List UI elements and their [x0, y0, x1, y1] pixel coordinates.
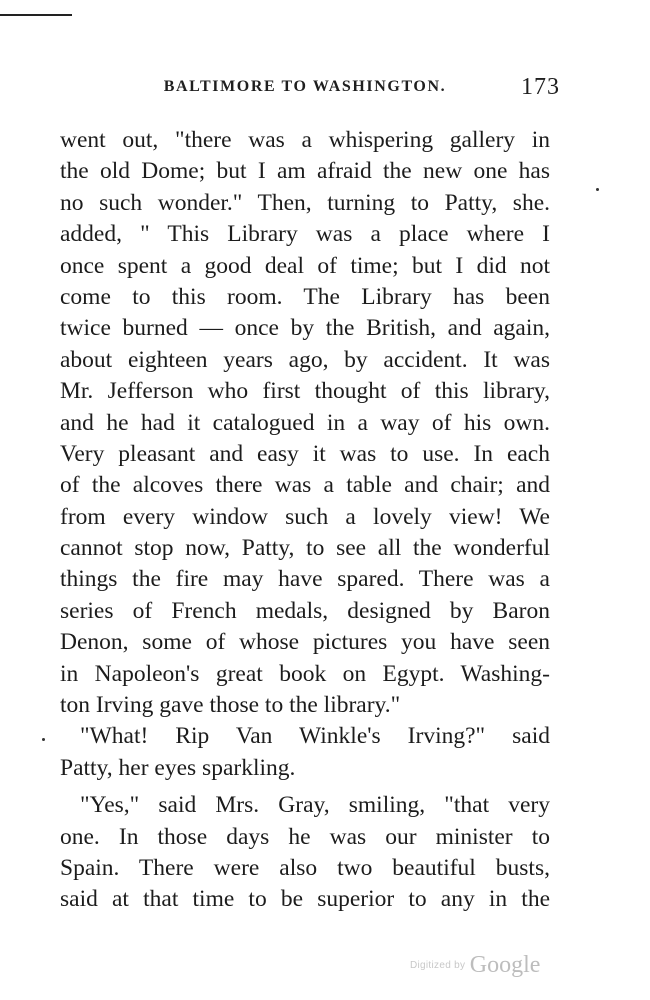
- text-line: Very pleasant and easy it was to use. In each: [60, 440, 550, 467]
- text-line: no such wonder." Then, turning to Patty, she.: [60, 189, 550, 216]
- watermark-small-text: Digitized by: [410, 960, 466, 971]
- text-line: the old Dome; but I am afraid the new one has: [60, 158, 550, 185]
- text-line: said at that time to be superior to any in the: [60, 886, 550, 913]
- digitized-watermark: [410, 952, 540, 979]
- page-number: 173: [521, 74, 560, 100]
- text-line: from every window such a lovely view! We: [60, 503, 550, 530]
- text-line: ton Irving gave those to the library.": [60, 692, 401, 719]
- text-line: "What! Rip Van Winkle's Irving?" said: [80, 723, 550, 750]
- text-line: things the fire may have spared. There was a: [60, 566, 550, 593]
- body-text: [60, 125, 550, 916]
- text-line: once spent a good deal of time; but I did not: [60, 252, 550, 279]
- text-line: added, " This Library was a place where I: [60, 221, 550, 248]
- running-head: BALTIMORE TO WASHINGTON.: [163, 78, 447, 95]
- text-line: went out, "there was a whispering gallery in: [60, 127, 550, 153]
- text-line: one. In those days he was our minister to: [60, 823, 550, 850]
- text-line: and he had it catalogued in a way of his own.: [60, 409, 550, 436]
- text-line: Spain. There were also two beautiful busts,: [60, 854, 550, 881]
- google-logo: Google: [469, 952, 541, 978]
- text-line: Denon, some of whose pictures you have seen: [60, 629, 550, 656]
- text-line: of the alcoves there was a table and chair; and: [60, 472, 550, 499]
- text-line: about eighteen years ago, by accident. It was: [60, 346, 550, 373]
- text-line: series of French medals, designed by Baron: [60, 597, 550, 624]
- ink-speck: [596, 188, 599, 191]
- text-line: twice burned — once by the British, and again,: [60, 315, 550, 342]
- text-line: cannot stop now, Patty, to see all the wonderful: [60, 535, 550, 562]
- ink-speck: [42, 738, 45, 741]
- text-line: come to this room. The Library has been: [60, 283, 550, 310]
- text-line: Mr. Jefferson who first thought of this library,: [60, 378, 550, 405]
- text-line: Patty, her eyes sparkling.: [60, 754, 296, 781]
- text-line: "Yes," said Mrs. Gray, smiling, "that very: [80, 792, 550, 819]
- top-rule: [0, 14, 72, 16]
- text-line: in Napoleon's great book on Egypt. Washing-: [60, 660, 550, 687]
